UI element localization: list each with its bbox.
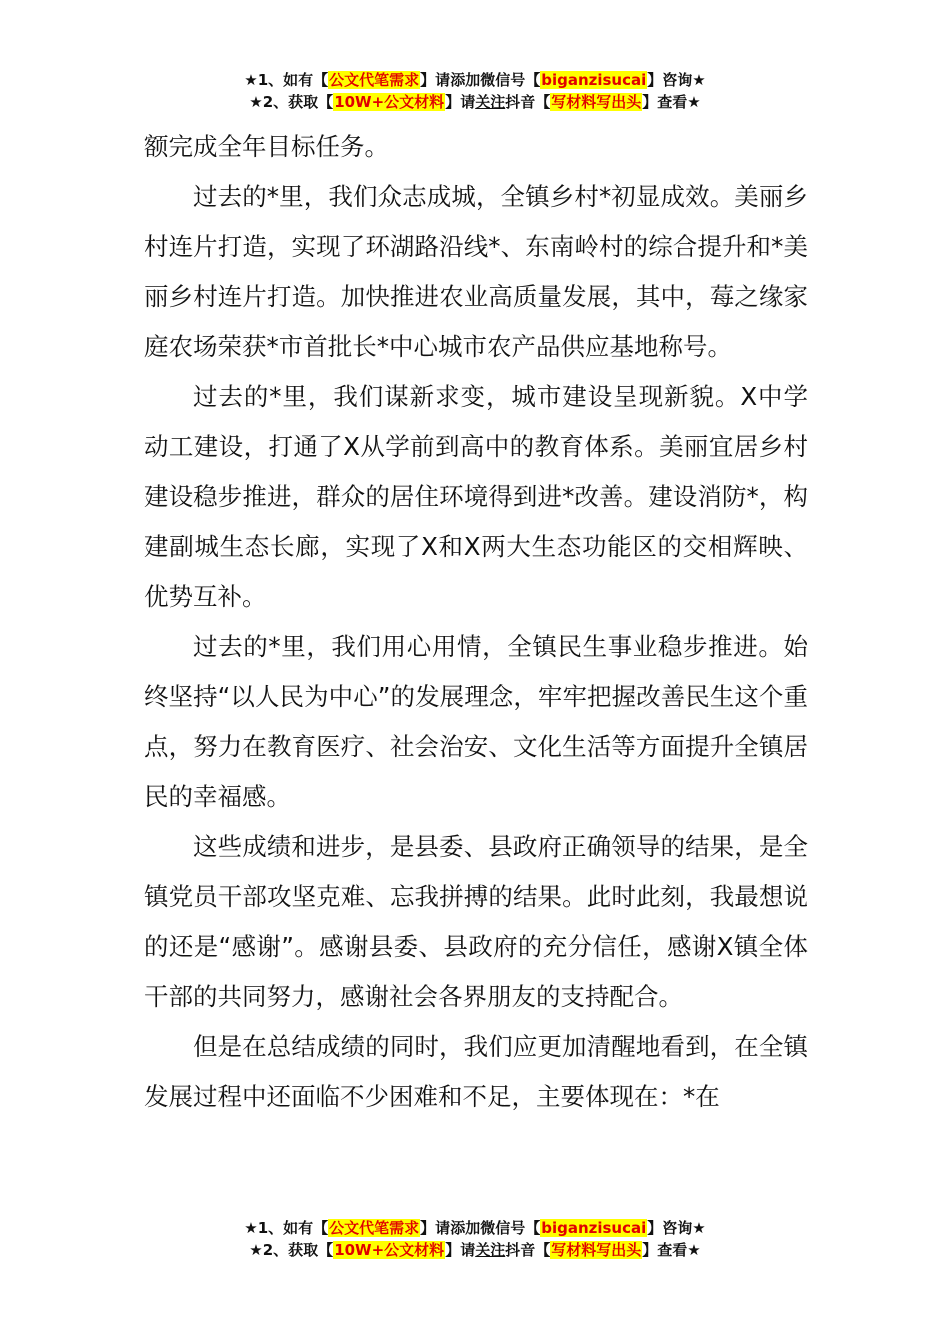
footer-line-1 <box>0 1217 950 1239</box>
footer-line-1-suffix: 】咨询★ <box>647 1219 706 1237</box>
paragraph-livelihood: 过去的*里，我们用心用情，全镇民生事业稳步推进。始终坚持“以人民为中心”的发展理念，牢牢把握改善民生这个重点，努力在教育医疗、社会治安、文化生活等方面提升全镇居民的幸福感。 <box>144 632 808 811</box>
header-line-1-highlight-service: 公文代笔需求 <box>329 71 420 89</box>
header-line-1-highlight-wechat: biganzisucai <box>541 71 647 89</box>
footer-line-2 <box>0 1239 950 1261</box>
footer-line-1-highlight-service: 公文代笔需求 <box>329 1219 420 1237</box>
paragraph-continuation: 额完成全年目标任务。 <box>144 132 389 161</box>
footer-line-1-middle-2: 微信号【 <box>480 1219 541 1237</box>
header-line-2 <box>0 91 950 113</box>
header-banner <box>0 69 950 113</box>
header-line-2-highlight-materials: 10W+公文材料 <box>334 93 445 111</box>
header-line-1-middle: 】请 <box>420 71 451 89</box>
header-line-2-middle: 】请 <box>445 93 476 111</box>
footer-line-1-highlight-wechat: biganzisucai <box>541 1219 647 1237</box>
footer-line-2-suffix: 】查看★ <box>642 1241 701 1259</box>
header-line-1-emphasis: 添加 <box>450 71 481 89</box>
paragraph-thanks: 这些成绩和进步，是县委、县政府正确领导的结果，是全镇党员干部攻坚克难、忘我拼搏的结果。此时此刻，我最想说的还是“感谢”。感谢县委、县政府的充分信任，感谢X镇全体干部的共同努力，感谢社会各界朋友的支持配合。 <box>144 832 808 1011</box>
footer-line-2-highlight-materials: 10W+公文材料 <box>334 1241 445 1259</box>
document-body <box>144 122 808 1122</box>
footer-line-2-highlight-account: 写材料写出头 <box>551 1241 642 1259</box>
header-line-2-suffix: 】查看★ <box>642 93 701 111</box>
header-line-1-middle-2: 微信号【 <box>480 71 541 89</box>
footer-line-1-emphasis: 添加 <box>450 1219 481 1237</box>
footer-line-2-prefix: ★2、获取【 <box>249 1241 334 1259</box>
footer-line-1-middle: 】请 <box>420 1219 451 1237</box>
header-line-2-prefix: ★2、获取【 <box>249 93 334 111</box>
footer-banner <box>0 1217 950 1261</box>
header-line-2-emphasis: 关注 <box>475 93 506 111</box>
footer-line-2-middle: 】请 <box>445 1241 476 1259</box>
header-line-1-prefix: ★1、如有【 <box>244 71 329 89</box>
header-line-1 <box>0 69 950 91</box>
header-line-2-middle-2: 抖音【 <box>505 93 551 111</box>
paragraph-shortcomings: 但是在总结成绩的同时，我们应更加清醒地看到，在全镇发展过程中还面临不少困难和不足，主要体现在：*在 <box>144 1032 808 1111</box>
footer-line-1-prefix: ★1、如有【 <box>244 1219 329 1237</box>
paragraph-rural-revitalization: 过去的*里，我们众志成城，全镇乡村*初显成效。美丽乡村连片打造，实现了环湖路沿线*、东南岭村的综合提升和*美丽乡村连片打造。加快推进农业高质量发展，其中，莓之缘家庭农场荣获*市首批长*中心城市农产品供应基地称号。 <box>144 182 808 361</box>
footer-line-2-middle-2: 抖音【 <box>505 1241 551 1259</box>
header-line-1-suffix: 】咨询★ <box>647 71 706 89</box>
header-line-2-highlight-account: 写材料写出头 <box>551 93 642 111</box>
paragraph-urban-construction: 过去的*里，我们谋新求变，城市建设呈现新貌。X中学动工建设，打通了X从学前到高中的教育体系。美丽宜居乡村建设稳步推进，群众的居住环境得到进*改善。建设消防*，构建副城生态长廊，实现了X和X两大生态功能区的交相辉映、优势互补。 <box>144 382 808 611</box>
footer-line-2-emphasis: 关注 <box>475 1241 506 1259</box>
